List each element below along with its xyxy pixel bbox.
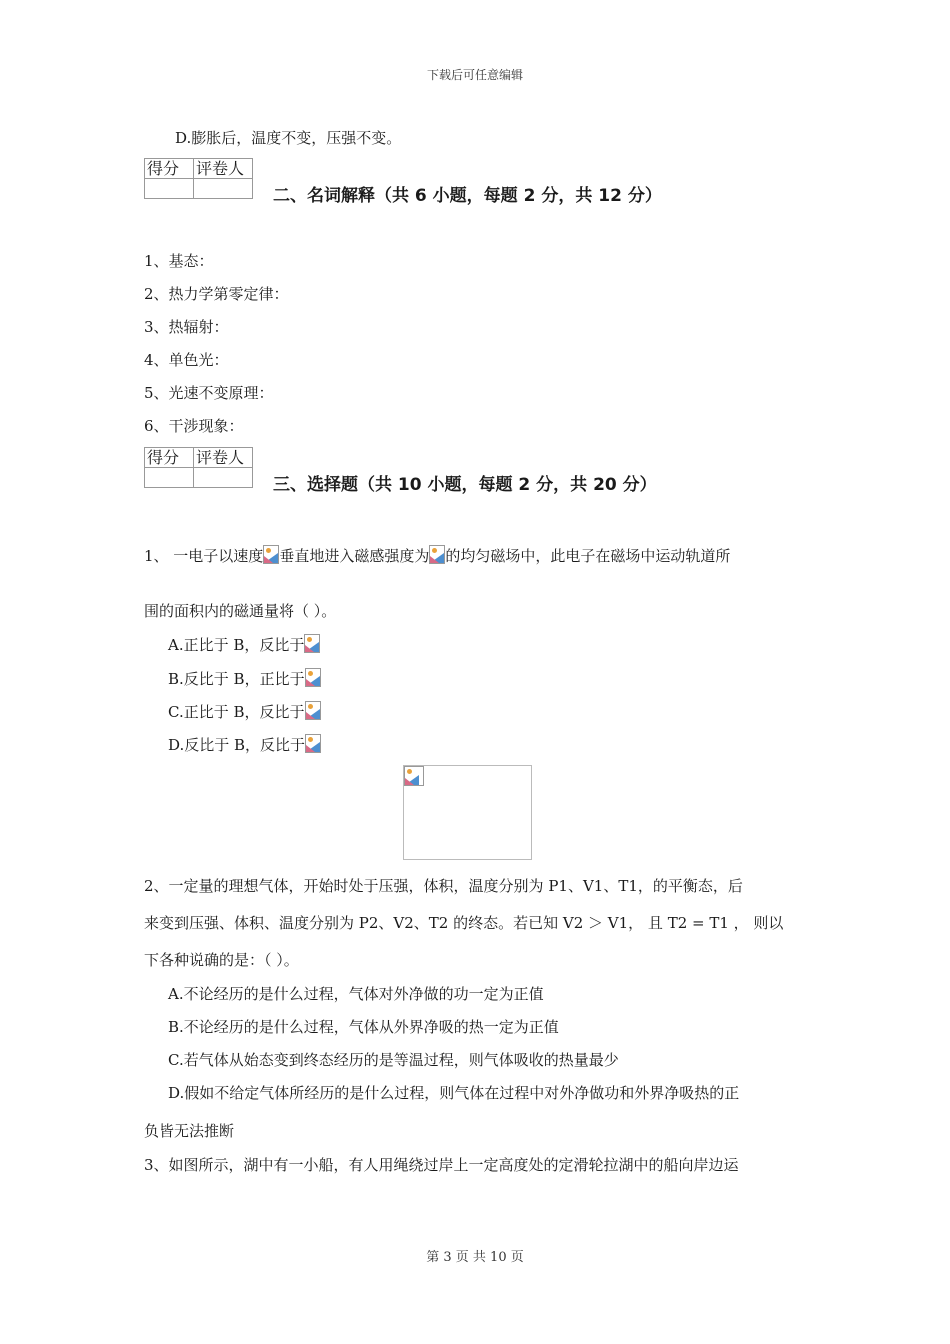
grader-cell[interactable] [194, 179, 253, 199]
section3-title: 三、选择题（共 10 小题，每题 2 分，共 20 分） [273, 475, 657, 495]
q1-option [168, 634, 320, 655]
formula-image-icon [305, 668, 321, 687]
score-table [144, 158, 253, 199]
q1-part3: 的均匀磁场中，此电子在磁场中运动轨道所 [445, 547, 731, 565]
q1-option [168, 734, 321, 755]
score-label: 得分 [145, 448, 194, 468]
formula-image-icon [304, 634, 320, 653]
q1-option [168, 668, 321, 689]
figure-placeholder [403, 765, 532, 860]
q2-option-d-cont: 负皆无法推断 [144, 1122, 235, 1140]
grader-label: 评卷人 [194, 159, 253, 179]
term-item: 1、基态： [144, 252, 214, 270]
prev-option-d: D.膨胀后，温度不变，压强不变。 [175, 129, 402, 147]
q1-option-a: A.正比于 B，反比于 [168, 636, 305, 654]
formula-image-icon [305, 701, 321, 720]
q1-part1: 1、 一电子以速度 [144, 547, 264, 565]
score-label: 得分 [145, 159, 194, 179]
velocity-image-icon [263, 545, 279, 564]
term-item: 5、光速不变原理： [144, 384, 274, 402]
q2-stem-line2: 来变到压强、体积、温度分别为 P2、V2、T2 的终态。若已知 V2 ＞ V1， 且 T2 = T1 ， 则以 [144, 914, 784, 932]
score-cell[interactable] [145, 468, 194, 488]
section2-title: 二、名词解释（共 6 小题，每题 2 分，共 12 分） [273, 186, 662, 206]
q1-option-b: B.反比于 B，正比于 [168, 670, 305, 688]
grader-cell[interactable] [194, 468, 253, 488]
q1-option-c: C.正比于 B，反比于 [168, 703, 305, 721]
q3-stem-line1: 3、如图所示，湖中有一小船，有人用绳绕过岸上一定高度处的定滑轮拉湖中的船向岸边运 [144, 1156, 739, 1174]
field-image-icon [429, 545, 445, 564]
q2-option-d: D.假如不给定气体所经历的是什么过程，则气体在过程中对外净做功和外界净吸热的正 [168, 1084, 740, 1102]
term-item: 6、干涉现象： [144, 417, 244, 435]
term-item: 3、热辐射： [144, 318, 229, 336]
broken-image-icon [404, 766, 424, 786]
page-footer: 第 3 页 共 10 页 [426, 1250, 524, 1265]
q2-stem-line1: 2、一定量的理想气体，开始时处于压强，体积，温度分别为 P1、V1、T1，的平衡态，后 [144, 877, 743, 895]
q1-stem-line2: 围的面积内的磁通量将（ ）。 [144, 602, 337, 620]
term-item: 2、热力学第零定律： [144, 285, 289, 303]
term-item: 4、单色光： [144, 351, 229, 369]
q1-part2: 垂直地进入磁感强度为 [279, 547, 430, 565]
q2-option-c: C.若气体从始态变到终态经历的是等温过程，则气体吸收的热量最少 [168, 1051, 619, 1069]
q2-option-a: A.不论经历的是什么过程，气体对外净做的功一定为正值 [168, 985, 544, 1003]
page-header: 下载后可任意编辑 [426, 68, 523, 82]
q2-stem-line3: 下各种说确的是：（ ）。 [144, 951, 299, 969]
grader-label: 评卷人 [194, 448, 253, 468]
score-cell[interactable] [145, 179, 194, 199]
q1-option-d: D.反比于 B，反比于 [168, 736, 306, 754]
score-table [144, 447, 253, 488]
formula-image-icon [305, 734, 321, 753]
q1-stem-line1 [144, 545, 730, 566]
q1-option [168, 701, 321, 722]
q2-option-b: B.不论经历的是什么过程，气体从外界净吸的热一定为正值 [168, 1018, 559, 1036]
